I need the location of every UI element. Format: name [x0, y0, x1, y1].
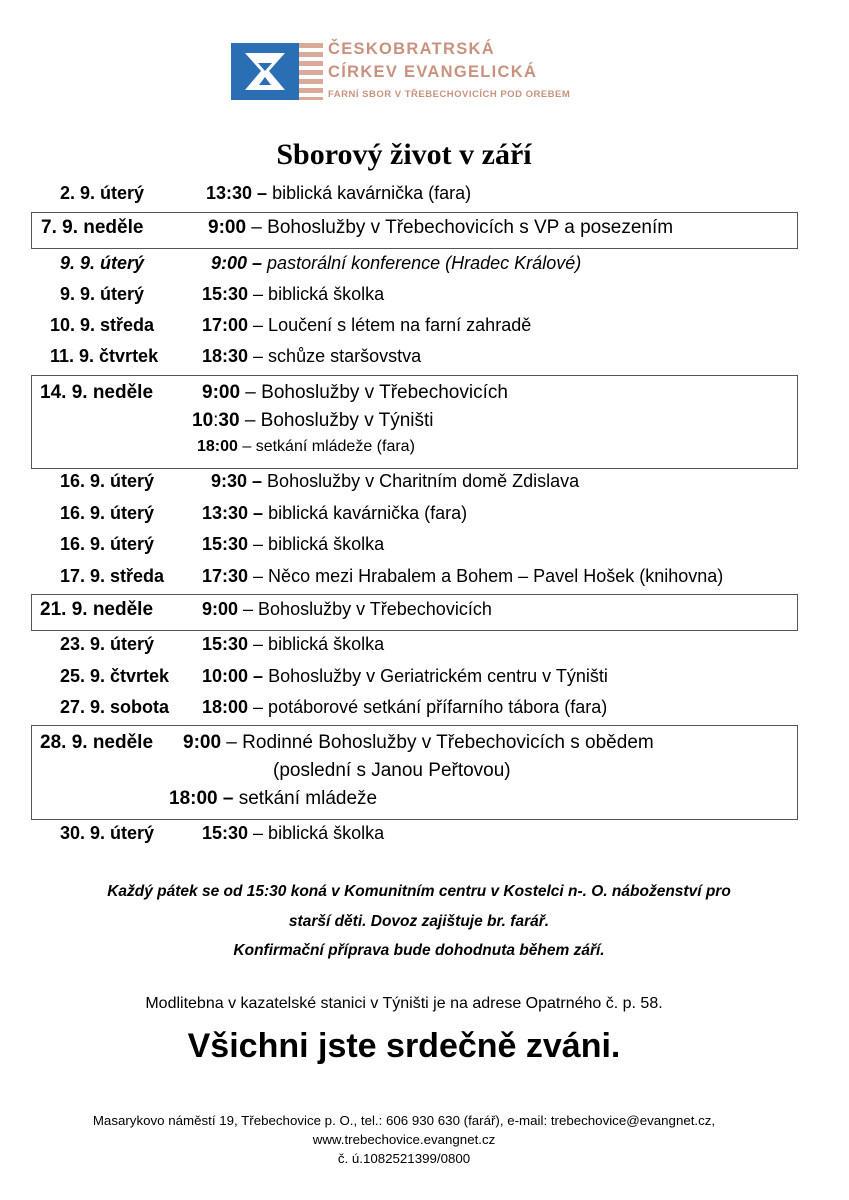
event-time: 15:30: [202, 823, 249, 843]
notice-line: Konfirmační příprava bude dohodnuta během září.: [233, 942, 605, 959]
event-date: 25. 9. čtvrtek: [60, 666, 170, 686]
event-time: 9:00: [202, 382, 241, 403]
event-time: 17:30: [202, 566, 249, 586]
event-row: [40, 732, 153, 754]
event-detail: [211, 471, 579, 492]
event-text: Bohoslužby v Charitním domě Zdislava: [262, 471, 580, 491]
event-text: biblická kavárnička (fara): [267, 183, 472, 203]
footer-contact: Masarykovo náměstí 19, Třebechovice p. O., tel.: 606 930 630 (farář), e-mail: trebechovice@evangnet.cz,: [92, 1113, 716, 1128]
event-row: [60, 284, 144, 305]
event-time: 9:30 –: [211, 471, 263, 491]
event-detail: [197, 438, 415, 456]
page-title: Sborový život v září: [276, 138, 532, 171]
event-row: [60, 503, 154, 524]
footer-bank-account: č. ú.1082521399/0800: [337, 1151, 471, 1166]
event-date: 27. 9. sobota: [60, 697, 170, 717]
event-detail-continued: (poslední s Janou Peřtovou): [273, 760, 511, 781]
event-text: – Bohoslužby v Třebechovicích: [240, 382, 508, 403]
event-text: – Rodinné Bohoslužby v Třebechovicích s obědem: [221, 732, 654, 753]
event-text: – Bohoslužby v Týništi: [239, 410, 434, 431]
event-date: 7. 9. neděle: [41, 217, 144, 238]
event-text: – biblická školka: [248, 534, 385, 554]
event-row: [40, 599, 153, 621]
event-text: – Něco mezi Hrabalem a Bohem – Pavel Hošek (knihovna): [248, 566, 724, 586]
event-detail: [202, 599, 492, 620]
event-date: 10. 9. středa: [50, 315, 155, 335]
event-row: [60, 253, 144, 274]
event-row: [50, 315, 154, 336]
event-time: 13:30 –: [206, 183, 268, 203]
event-row: [60, 471, 154, 492]
event-detail: [202, 823, 384, 844]
event-time: 30: [218, 410, 240, 431]
event-detail: [202, 566, 723, 587]
event-date: 14. 9. neděle: [40, 382, 154, 403]
event-date: 21. 9. neděle: [40, 599, 154, 620]
event-text: – setkání mládeže (fara): [237, 438, 415, 455]
event-row: [40, 382, 153, 404]
event-date: 11. 9. čtvrtek: [50, 346, 159, 366]
event-text: biblická kavárnička (fara): [263, 503, 468, 523]
event-text: – schůze staršovstva: [248, 346, 422, 366]
event-detail: [192, 410, 434, 432]
event-time: 18:00: [202, 697, 249, 717]
event-row: [60, 183, 144, 204]
event-detail: [183, 732, 654, 754]
event-row: [60, 534, 154, 555]
event-time-separator: :: [213, 410, 219, 431]
event-text: – biblická školka: [248, 284, 385, 304]
event-detail: [202, 534, 384, 555]
event-date: 9. 9. úterý: [60, 253, 145, 273]
logo-stripes: [299, 43, 323, 100]
event-date: 16. 9. úterý: [60, 471, 155, 491]
event-date: 23. 9. úterý: [60, 634, 155, 654]
event-time: 10: [192, 410, 214, 431]
event-row: [60, 566, 164, 587]
event-detail: [206, 183, 471, 204]
church-logo-mark: [231, 43, 299, 100]
logo-parish-name: FARNÍ SBOR V TŘEBECHOVICÍCH POD OREBEM: [328, 89, 571, 100]
event-detail: [202, 697, 607, 718]
event-detail: [202, 666, 608, 687]
event-time: 10:00 –: [202, 666, 264, 686]
event-date: 28. 9. neděle: [40, 732, 154, 753]
event-time: 18:00 –: [169, 788, 234, 809]
event-detail: [202, 382, 508, 404]
event-text: – Bohoslužby v Třebechovicích: [238, 599, 492, 619]
event-time: 9:00: [183, 732, 222, 753]
event-time: 9:00 –: [211, 253, 263, 273]
event-date: 30. 9. úterý: [60, 823, 155, 843]
event-date: 16. 9. úterý: [60, 534, 155, 554]
event-time: 9:00: [208, 217, 247, 238]
address-note: Modlitebna v kazatelské stanici v Týništi je na adrese Opatrného č. p. 58.: [145, 995, 663, 1012]
footer-website: www.trebechovice.evangnet.cz: [312, 1132, 496, 1147]
event-text: setkání mládeže: [233, 788, 378, 809]
notice-line: Každý pátek se od 15:30 koná v Komunitním centru v Kostelci n-. O. náboženství pro: [107, 883, 731, 900]
event-text: – potáborové setkání přífarního tábora (fara): [248, 697, 608, 717]
event-time: 18:00: [197, 438, 238, 455]
event-text: – biblická školka: [248, 634, 385, 654]
event-row: [50, 346, 158, 367]
event-text: Bohoslužby v Geriatrickém centru v Týništi: [263, 666, 608, 686]
event-detail: [202, 634, 384, 655]
event-time: 18:30: [202, 346, 249, 366]
welcome-heading: Všichni jste srdečně zváni.: [187, 1027, 621, 1065]
event-detail: [202, 284, 384, 305]
event-detail: [208, 217, 673, 239]
event-date: 16. 9. úterý: [60, 503, 155, 523]
event-row: [60, 634, 154, 655]
event-row: [41, 217, 143, 239]
event-detail: [202, 503, 467, 524]
event-row: [60, 697, 169, 718]
logo-church-name-1: ČESKOBRATRSKÁ: [328, 40, 495, 58]
event-text: – Bohoslužby v Třebechovicích s VP a posezením: [246, 217, 674, 238]
event-date: 2. 9. úterý: [60, 183, 145, 203]
event-time: 17:00: [202, 315, 249, 335]
event-text: – Loučení s létem na farní zahradě: [248, 315, 532, 335]
event-date: 9. 9. úterý: [60, 284, 145, 304]
event-text: – biblická školka: [248, 823, 385, 843]
event-detail: [202, 315, 531, 336]
event-time: 15:30: [202, 634, 249, 654]
event-detail: [211, 253, 581, 274]
event-detail: [169, 788, 377, 810]
notice-line: starší děti. Dovoz zajištuje br. farář.: [288, 913, 550, 930]
event-row: [60, 666, 169, 687]
event-time: 13:30 –: [202, 503, 264, 523]
event-text: pastorální konference (Hradec Králové): [262, 253, 582, 273]
chalice-icon: [231, 43, 299, 100]
event-time: 9:00: [202, 599, 239, 619]
event-time: 15:30: [202, 284, 249, 304]
event-time: 15:30: [202, 534, 249, 554]
event-date: 17. 9. středa: [60, 566, 165, 586]
logo-church-name-2: CÍRKEV EVANGELICKÁ: [328, 63, 538, 81]
event-row: [60, 823, 154, 844]
event-detail: [202, 346, 421, 367]
